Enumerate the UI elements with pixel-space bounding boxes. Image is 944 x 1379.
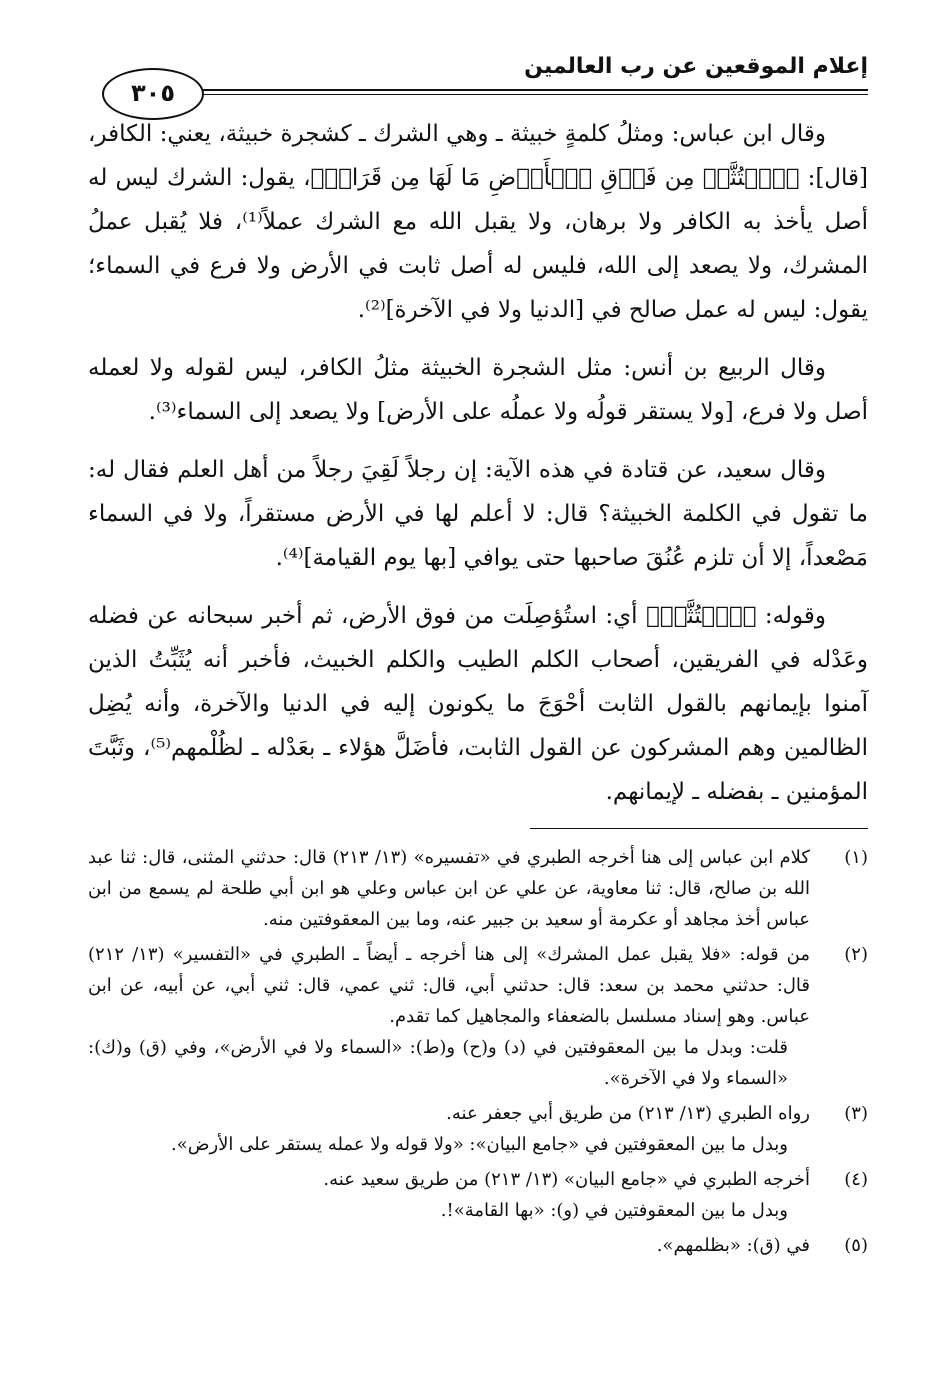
header-rule — [196, 89, 868, 91]
header-rule-thin — [196, 94, 868, 95]
page-number: ٣٠٥ — [102, 68, 204, 120]
footnote-number: (٢) — [844, 944, 868, 965]
paragraph: وقوله: ﴿ٱجۡتُثَّتۡ﴾ أي: استُؤصِلَت من فوق الأرض، ثم أخبر سبحانه عن فضله وعَدْله في الفريقين، أصحاب الكلم الطيب والكلم الخبيث، فأخبر أنه يُثَبِّتُ الذين آمنوا بإيمانهم بالقول الثابت أحْوَجَ ما يكونون إليه في الدنيا والآخرة، وأنه يُضِل الظالمين وهم المشركون عن القول الثابت، فأضَلَّ هؤلاء ـ بعَدْله ـ لظُلْمهم⁽⁵⁾، وثَبَّتَ المؤمنين ـ بفضله ـ لإيمانهم. — [88, 603, 868, 805]
footnote-text: في (ق): «بظلمهم». — [656, 1235, 810, 1256]
page-header — [88, 40, 868, 107]
footnotes — [88, 842, 868, 1265]
footnote-text: كلام ابن عباس إلى هنا أخرجه الطبري في «تفسيره» (١٣/ ٢١٣) قال: حدثني المثنى، قال: ثنا عبد الله بن صالح، قال: ثنا معاوية، عن علي عن ابن عباس وعلي هو ابن أبي طلحة لم يسمع من ابن عباس أخذ مجاهد أو عكرمة أو سعيد بن جبير عنه، وما بين المعقوفتين منه. — [88, 847, 810, 930]
footnote — [88, 1098, 868, 1160]
footnote — [88, 1164, 868, 1226]
paragraph: وقال ابن عباس: ومثلُ كلمةٍ خبيثة ـ وهي الشرك ـ كشجرة خبيثة، يعني: الكافر، [قال]: ﴿ٱجۡتُثَّتۡ مِن فَوۡقِ ٱلۡأَرۡضِ مَا لَهَا مِن قَرَارٖ﴾، يقول: الشرك ليس له أصل يأخذ به الكافر ولا برهان، ولا يقبل الله مع الشرك عملاً⁽¹⁾، فلا يُقبل عملُ المشرك، ولا يصعد إلى الله، فليس له أصل ثابت في الأرض ولا فرع في السماء؛ يقول: ليس له عمل صالح في [الدنيا ولا في الآخرة]⁽²⁾. — [88, 121, 868, 323]
footnote — [88, 842, 868, 935]
main-text — [88, 112, 868, 828]
footnote — [88, 939, 868, 1094]
footnote-note: قلت: وبدل ما بين المعقوفتين في (د) و(ح) و(ط): «السماء ولا في الأرض»، وفي (ق) و(ك): «السماء ولا في الآخرة». — [88, 1037, 788, 1089]
footnote-note: وبدل ما بين المعقوفتين في «جامع البيان»: «ولا قوله ولا عمله يستقر على الأرض». — [170, 1134, 788, 1155]
paragraph: وقال الربيع بن أنس: مثل الشجرة الخبيثة مثلُ الكافر، ليس لقوله ولا لعمله أصل ولا فرع، [ولا يستقر قولُه ولا عملُه على الأرض] ولا يصعد إلى السماء⁽³⁾. — [88, 355, 868, 425]
footnote-number: (٤) — [844, 1169, 868, 1190]
footnote-note: وبدل ما بين المعقوفتين في (و): «بها القامة»!. — [440, 1200, 788, 1221]
footnote-text: من قوله: «فلا يقبل عمل المشرك» إلى هنا أخرجه ـ أيضاً ـ الطبري في «التفسير» (١٣/ ٢١٢) قال: حدثني محمد بن سعد: قال: حدثني أبي، قال: ثني عمي، قال: ثني أبي، عن أبيه، عن ابن عباس. وهو إسناد مسلسل بالضعفاء والمجاهيل كما تقدم. — [88, 944, 810, 1027]
footnote-separator — [530, 828, 868, 829]
footnote — [88, 1230, 868, 1261]
footnote-text: رواه الطبري (١٣/ ٢١٣) من طريق أبي جعفر عنه. — [446, 1103, 810, 1124]
footnote-text: أخرجه الطبري في «جامع البيان» (١٣/ ٢١٣) من طريق سعيد عنه. — [323, 1169, 810, 1190]
running-title: إعلام الموقعين عن رب العالمين — [524, 54, 868, 79]
footnote-number: (٣) — [844, 1103, 868, 1124]
paragraph: وقال سعيد، عن قتادة في هذه الآية: إن رجلاً لَقِيَ رجلاً من أهل العلم فقال له: ما تقول في الكلمة الخبيثة؟ قال: لا أعلم لها في الأرض مستقراً، ولا في السماء مَصْعداً، إلا أن تلزم عُنُقَ صاحبها حتى يوافي [بها يوم القيامة]⁽⁴⁾. — [88, 457, 868, 571]
footnote-number: (١) — [844, 847, 868, 868]
footnote-number: (٥) — [844, 1235, 868, 1256]
